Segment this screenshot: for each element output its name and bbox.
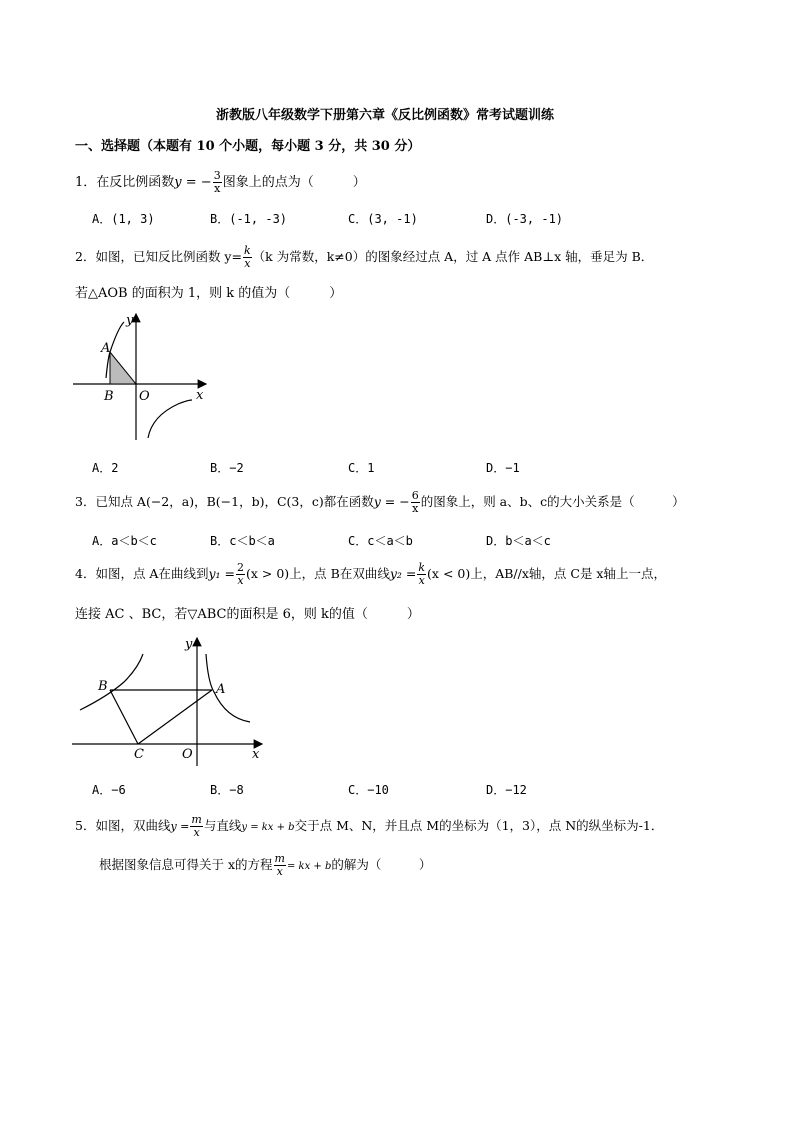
q2-label-o: O [139, 389, 150, 404]
q2-label-b: B [104, 389, 114, 404]
q3-fraction [411, 490, 420, 515]
q2-stem-end: （k 为常数，k≠0）的图象经过点 A，过 A 点作 AB⊥x 轴，垂足为 B． [252, 249, 654, 264]
q4-option-a: A．−6 [92, 783, 126, 797]
q3-frac-den: x [412, 502, 419, 515]
q5-function: y = [170, 820, 190, 833]
q1-option-b: B．(-1, -3) [210, 212, 288, 226]
q5-line-eq: y = kx + b [241, 822, 295, 833]
q4-curve-left [80, 654, 143, 710]
q4-y1: y₁ = [208, 566, 235, 581]
q5-fraction-2 [274, 853, 286, 878]
q5-stem: 5．如图，双曲线 [75, 818, 171, 833]
page-title: 浙教版八年级数学下册第六章《反比例函数》常考试题训练 [216, 108, 555, 123]
question-1 [75, 170, 366, 195]
q2-option-b: B．−2 [210, 461, 244, 475]
q4-cond2: (x < 0)上，AB//x轴，点 C是 x轴上一点， [427, 566, 666, 581]
q5-line2-eq: = kx + b [286, 861, 332, 872]
q5-frac-num: m [191, 813, 202, 826]
q4-option-c: C．−10 [348, 783, 389, 797]
q4-label-x: x [252, 747, 260, 762]
question-2 [75, 245, 653, 270]
q4-frac1-den: x [237, 574, 244, 587]
q1-frac-den: x [214, 182, 221, 195]
q4-label-b: B [98, 679, 108, 694]
q4-segment-bc [110, 690, 138, 744]
q2-fraction [243, 245, 252, 270]
q4-fraction-2 [417, 562, 426, 587]
q1-stem-end: 图象上的点为（ ） [222, 175, 366, 190]
q1-stem: 1．在反比例函数 [75, 175, 175, 190]
q2-option-a: A．2 [92, 461, 119, 475]
q5-frac2-num: m [274, 852, 285, 865]
q4-frac2-den: x [418, 574, 425, 587]
q5-frac-den: x [193, 826, 200, 839]
q4-figure [68, 632, 268, 768]
q1-option-a: A．(1, 3) [92, 212, 155, 226]
question-4 [75, 562, 666, 587]
q3-frac-num: 6 [411, 489, 419, 502]
q4-option-b: B．−8 [210, 783, 244, 797]
q3-stem: 3．已知点 A(−2，a)，B(−1，b)，C(3，c)都在函数 [75, 494, 374, 509]
q3-option-a: A．a＜b＜c [92, 534, 157, 548]
q5-frac2-den: x [276, 865, 283, 878]
q4-frac1-num: 2 [237, 561, 244, 574]
q2-line2: 若△AOB 的面积为 1，则 k 的值为（ ） [75, 286, 343, 301]
q3-option-d: D．b＜a＜c [486, 534, 551, 548]
q2-curve-right [148, 400, 192, 438]
q4-frac2-num: k [418, 561, 426, 574]
q3-option-b: B．c＜b＜a [210, 534, 275, 548]
q2-option-d: D．−1 [486, 461, 520, 475]
q1-option-c: C．(3, -1) [348, 212, 418, 226]
q4-curve-right [206, 654, 250, 722]
q5-line2 [99, 853, 431, 878]
q3-function: y = − [373, 494, 410, 509]
q4-stem: 4．如图，点 A在曲线到 [75, 566, 209, 581]
q4-y2: y₂ = [389, 566, 417, 581]
q2-label-x: x [196, 388, 204, 403]
q4-label-a: A [216, 682, 226, 697]
q4-label-y: y [185, 637, 193, 652]
q1-function: y = − [174, 175, 212, 190]
q4-label-o: O [182, 747, 193, 762]
q2-label-a: A [101, 341, 111, 356]
q5-fraction [190, 814, 202, 839]
q2-figure [68, 308, 218, 448]
q4-label-c: C [134, 747, 144, 762]
q3-stem-end: 的图象上，则 a、b、c的大小关系是（ ） [420, 494, 685, 509]
q2-option-c: C．1 [348, 461, 375, 475]
q2-label-y: y [126, 313, 134, 328]
q2-triangle-aob [110, 352, 136, 384]
q1-option-d: D．(-3, -1) [486, 212, 564, 226]
q4-fraction-1 [236, 562, 245, 587]
section-heading: 一、选择题（本题有 10 个小题，每小题 3 分，共 30 分） [75, 139, 421, 154]
q3-option-c: C．c＜a＜b [348, 534, 413, 548]
q4-segment-ca [138, 690, 212, 744]
q2-frac-num: k [243, 244, 251, 257]
q4-option-d: D．−12 [486, 783, 527, 797]
q1-frac-num: 3 [213, 169, 221, 182]
question-3 [75, 490, 685, 515]
q4-line2: 连接 AC 、BC，若▽ABC的面积是 6，则 k的值（ ） [75, 607, 420, 622]
q4-cond1: (x > 0)上，点 B在双曲线 [246, 566, 390, 581]
q5-stem-end: 交于点 M、N，并且点 M的坐标为（1，3），点 N的纵坐标为-1． [294, 818, 664, 833]
q1-fraction [213, 170, 222, 195]
q2-frac-den: x [244, 257, 251, 270]
q5-line2-post: 的解为（ ） [331, 857, 432, 872]
question-5 [75, 814, 663, 839]
q5-mid: 与直线 [203, 818, 242, 833]
q5-line2-pre: 根据图象信息可得关于 x的方程 [99, 857, 273, 872]
q2-stem: 2．如图，已知反比例函数 y= [75, 249, 242, 264]
